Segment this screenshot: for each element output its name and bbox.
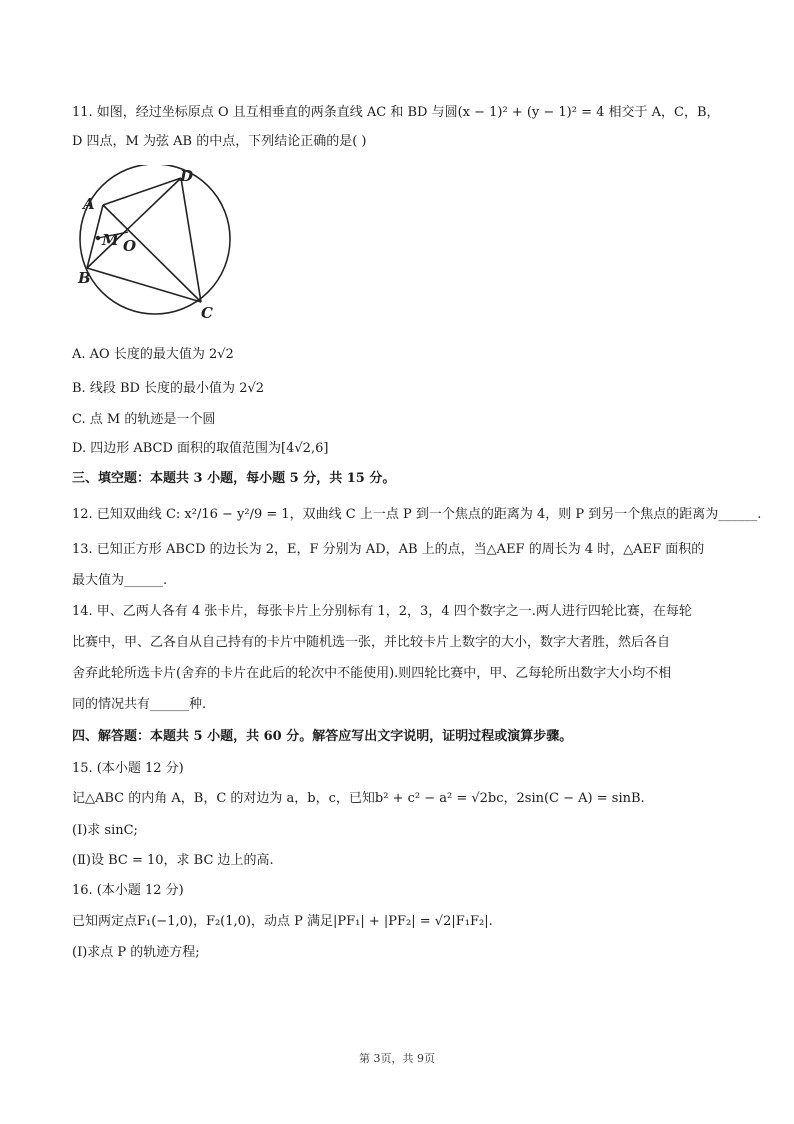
label-b: B — [78, 269, 91, 287]
q14-line1: 14. 甲、乙两人各有 4 张卡片，每张卡片上分别标有 1，2，3，4 四个数字之一.两人进行四轮比赛，在每轮 — [72, 604, 692, 619]
q14-line4: 同的情况共有______种. — [72, 697, 207, 712]
q15-stem: 记△ABC 的内角 A，B，C 的对边为 a，b，c，已知b² + c² − a² = √2bc，2sin(C − A) = sinB. — [72, 791, 645, 806]
label-o: O — [123, 237, 137, 255]
label-c: C — [201, 304, 213, 322]
chord-dc — [181, 178, 201, 302]
q11-option-d: D. 四边形 ABCD 面积的取值范围为[4√2,6] — [72, 441, 329, 456]
q16-part1: (Ⅰ)求点 P 的轨迹方程; — [72, 945, 200, 960]
point-m-dot — [96, 236, 100, 240]
q15-header: 15. (本小题 12 分) — [72, 761, 184, 776]
q16-stem: 已知两定点F₁(−1,0)，F₂(1,0)，动点 P 满足|PF₁| + |PF₂| = √2|F₁F₂|. — [72, 914, 493, 929]
q13-line2: 最大值为______. — [72, 573, 168, 588]
q15-part2: (Ⅱ)设 BC = 10，求 BC 边上的高. — [72, 853, 274, 868]
q15-part1: (Ⅰ)求 sinC; — [72, 823, 138, 838]
label-d: D — [180, 167, 194, 185]
page-footer: 第 3页，共 9页 — [359, 1052, 435, 1065]
q11-stem-line2: D 四点，M 为弦 AB 的中点，下列结论正确的是( ) — [72, 134, 367, 149]
q11-option-b: B. 线段 BD 长度的最小值为 2√2 — [72, 381, 265, 396]
q11-option-c: C. 点 M 的轨迹是一个圆 — [72, 412, 216, 427]
chord-ad — [103, 178, 181, 205]
q11-stem-line1: 11. 如图，经过坐标原点 O 且互相垂直的两条直线 AC 和 BD 与圆(x − 1)² + (y − 1)² = 4 相交于 A，C，B， — [72, 105, 720, 120]
section3-title: 三、填空题：本题共 3 小题，每小题 5 分，共 15 分。 — [72, 471, 396, 486]
section4-title: 四、解答题：本题共 5 小题，共 60 分。解答应写出文字说明，证明过程或演算步骤。 — [72, 729, 573, 744]
circle-figure — [76, 165, 238, 325]
q12-text: 12. 已知双曲线 C: x²/16 − y²/9 = 1，双曲线 C 上一点 P 到一个焦点的距离为 4，则 P 到另一个焦点的距离为______. — [72, 507, 762, 522]
q16-header: 16. (本小题 12 分) — [72, 883, 184, 898]
q11-option-a: A. AO 长度的最大值为 2√2 — [72, 347, 234, 362]
q13-line1: 13. 已知正方形 ABCD 的边长为 2，E，F 分别为 AD，AB 上的点，当△AEF 的周长为 4 时，△AEF 面积的 — [72, 542, 705, 557]
q14-line2: 比赛中，甲、乙各自从自己持有的卡片中随机选一张，并比较卡片上数字的大小，数字大者胜，然后各自 — [72, 635, 671, 650]
q14-line3: 舍弃此轮所选卡片(舍弃的卡片在此后的轮次中不能使用).则四轮比赛中，甲、乙每轮所出数字大小均不相 — [72, 666, 672, 681]
label-a: A — [83, 195, 95, 213]
chord-ab — [87, 205, 103, 268]
label-m: M — [102, 231, 119, 249]
